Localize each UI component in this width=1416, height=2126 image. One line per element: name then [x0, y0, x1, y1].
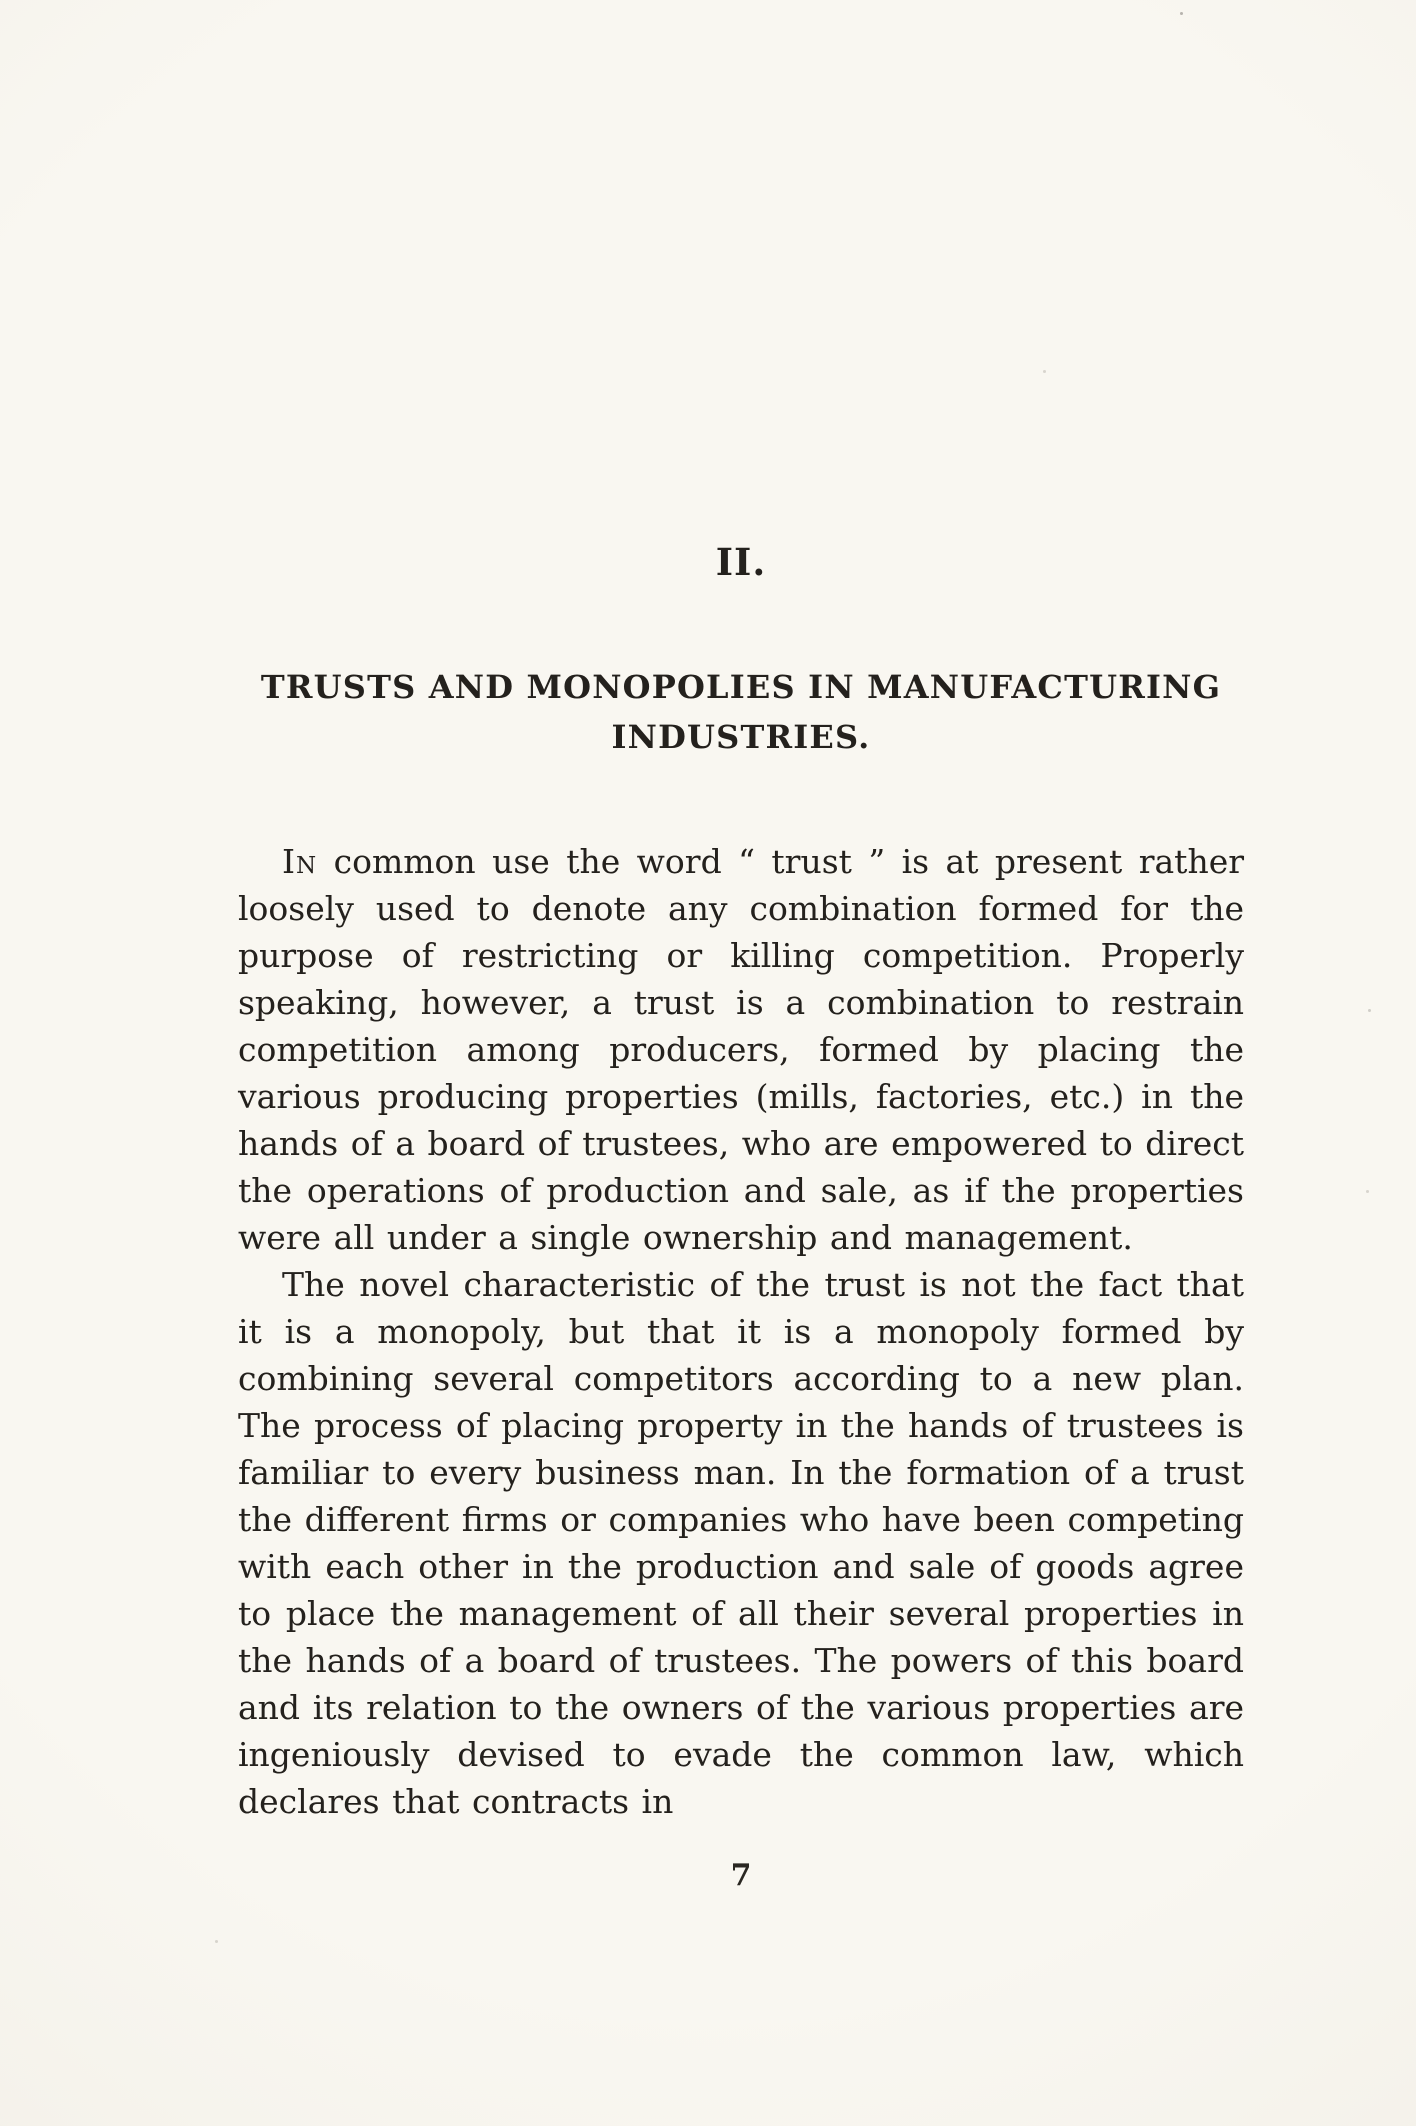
- title-line-1: TRUSTS AND MONOPOLIES IN MANUFACTURING: [260, 668, 1222, 706]
- page-number: 7: [730, 1858, 752, 1893]
- chapter-number: II.: [715, 540, 767, 584]
- paragraph-2-text: The novel characteristic of the trust is not the fact that it is a monopoly, but that it is a monopoly formed by combining several competitors according to a new plan. The process of placing property in the hands of trustees is familiar to every business man. In the formation of a trust the different firms or companies who have been competing with each other in the production and sale of goods agree to place the management of all their several properties in the hands of a board of trustees. The powers of this board and its relation to the owners of the various properties are ingeniously devised to evade the common law, which declares that contracts in: [238, 1265, 1244, 1821]
- paragraph-1-text: common use the word “ trust ” is at present rather loosely used to denote any combination formed for the purpose of restricting or killing competition. Properly speaking, however, a trust is a combination to restrain competition among producers, formed by placing the various producing properties (mills, factories, etc.) in the hands of a board of trustees, who are empowered to direct the operations of production and sale, as if the properties were all under a single ownership and management.: [238, 842, 1244, 1257]
- scan-speck: [215, 1940, 218, 1943]
- scan-speck: [1366, 1190, 1369, 1193]
- scan-speck: [1180, 12, 1183, 15]
- paragraph-1-lead: In: [282, 842, 318, 881]
- paragraph-2: [238, 1261, 1244, 1825]
- page-title: [238, 662, 1244, 762]
- page-content: [238, 540, 1244, 1825]
- scan-speck: [1368, 1009, 1371, 1012]
- paragraph-1: [238, 838, 1244, 1261]
- title-line-2: INDUSTRIES.: [611, 718, 871, 756]
- scan-speck: [1043, 370, 1046, 373]
